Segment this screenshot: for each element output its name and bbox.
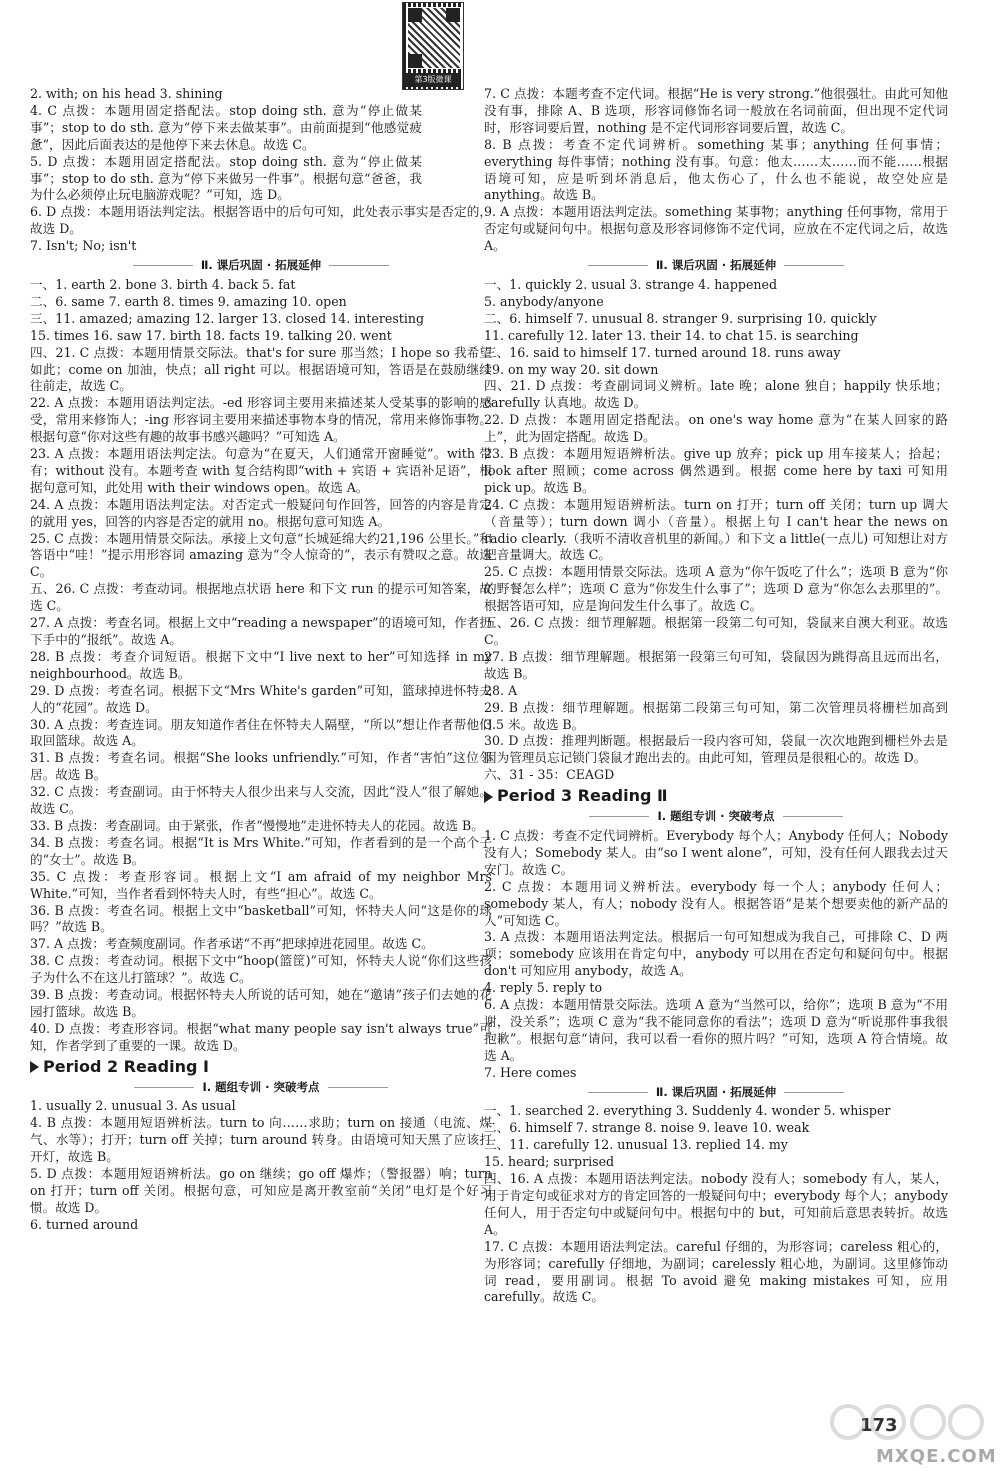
- answer-line: [30, 987, 492, 1021]
- answer-line: [30, 103, 492, 154]
- line-text: 三、11. amazed; amazing 12. larger 13. closed 14. interesting: [30, 310, 425, 326]
- answer-line: [30, 615, 492, 649]
- answer-line: [484, 564, 948, 615]
- line-text: 32. C 点拨：考查副词。由于怀特夫人很少出来与人交流，因此“没人”很了解她。故选 C。: [30, 784, 492, 817]
- answer-line: [484, 378, 948, 412]
- section-heading: [484, 808, 948, 825]
- answer-line: [30, 581, 492, 615]
- line-text: 29. D 点拨：考查名词。根据下文“Mrs White's garden”可知，篮球掉进怀特夫人的“花园”。故选 D。: [30, 682, 492, 715]
- answer-line: [30, 446, 492, 497]
- line-text: 二、6. himself 7. strange 8. noise 9. leave 10. weak: [484, 1120, 810, 1136]
- line-text: 五、26. C 点拨：细节理解题。根据第一段第二句可知，袋鼠来自澳大利亚。故选 C。: [484, 615, 948, 647]
- line-text: 五、26. C 点拨：考查动词。根据地点状语 here 和下文 run 的提示可知答案，故选 C。: [30, 581, 492, 614]
- answer-line: [484, 700, 948, 734]
- answer-line: [30, 784, 492, 818]
- answer-line: [30, 395, 492, 446]
- line-text: Ⅱ. 课后巩固 · 拓展延伸: [655, 1084, 777, 1099]
- line-text: Ⅱ. 课后巩固 · 拓展延伸: [200, 258, 322, 273]
- section-heading: [484, 257, 948, 274]
- qr-pattern: [407, 7, 461, 69]
- answer-line: [484, 1120, 948, 1137]
- line-text: 19. on my way 20. sit down: [484, 361, 659, 377]
- line-text: 22. D 点拨：本题用固定搭配法。on one's way home 意为“在某人回家的路上”，此为固定搭配。故选 D。: [484, 412, 948, 445]
- line-text: 六、31 - 35：CEAGD: [484, 767, 615, 783]
- answer-line: [484, 204, 948, 255]
- answer-line: [484, 446, 948, 497]
- line-text: 22. A 点拨：本题用语法判定法。-ed 形容词主要用来描述某人受某事的影响的感受，常用来修饰人；-ing 形容词主要用来描述事物本身的情况，常用来修饰事物。根据句意“你对这些有趣的故事书感兴趣吗？”可知选 A。: [30, 395, 492, 445]
- line-text: 7. Here comes: [484, 1064, 577, 1080]
- line-text: 37. A 点拨：考查频度副词。作者承诺“不再”把球掉进花园里。故选 C。: [30, 936, 434, 952]
- section-heading: [30, 257, 492, 274]
- line-text: 3. A 点拨：本题用语法判定法。根据后一句可知想成为我自己，可排除 C、D 两项；somebody 应该用在肯定句中，anybody 可以用在否定句和疑问句中。根据 don't 可知应用 anybody，故选 A。: [484, 929, 948, 979]
- line-text: 25. C 点拨：本题用情景交际法。承接上文句意“长城延绵大约21,196 公里长。”和答语中“哇！”提示用形容词 amazing 意为“令人惊奇的”，表示有赞叹之意。故选 C。: [30, 530, 492, 580]
- answer-line: [30, 953, 492, 987]
- line-text: 39. B 点拨：考查动词。根据怀特夫人所说的话可知，她在“邀请”孩子们去她的花园打篮球。故选 B。: [30, 987, 492, 1019]
- answer-line: [30, 818, 492, 835]
- answer-line: [484, 1137, 948, 1154]
- answer-line: [484, 733, 948, 767]
- line-text: 27. B 点拨：细节理解题。根据第一段第三句可知，袋鼠因为跳得高且远而出名，故选 B。: [484, 648, 948, 681]
- line-text: 一、1. quickly 2. usual 3. strange 4. happened: [484, 276, 778, 292]
- answer-line: [30, 903, 492, 937]
- answer-line: [484, 879, 948, 930]
- answer-line: [484, 277, 948, 294]
- answer-line: [30, 649, 492, 683]
- answer-line: [30, 1115, 492, 1166]
- section-heading: [484, 1084, 948, 1101]
- line-text: 5. D 点拨：本题用短语辨析法。go on 继续；go off 爆炸；（警报器）响；turn on 打开；turn off 关闭。根据句意，可知应是离开教室前“关闭”电灯是个好习惯。故选 D。: [30, 1166, 492, 1215]
- qr-code: [402, 2, 464, 90]
- line-text: 四、21. D 点拨：考查副词词义辨析。late 晚；alone 独自；happily 快乐地；carefully 认真地。故选 D。: [484, 378, 948, 411]
- period-heading: [484, 788, 948, 805]
- line-text: 4. reply 5. reply to: [484, 980, 603, 996]
- answer-line: [30, 869, 492, 903]
- answer-line: [30, 531, 492, 582]
- period-heading: [30, 1056, 492, 1076]
- line-text: 30. D 点拨：推理判断题。根据最后一段内容可知，袋鼠一次次地跑到栅栏外去是因为管理员忘记锁门袋鼠才跑出去的。由此可知，管理员是很粗心的。故选 D。: [484, 733, 948, 766]
- answer-line: [30, 750, 492, 784]
- answer-line: [484, 137, 948, 205]
- answer-line: [30, 936, 492, 953]
- answer-line: [30, 311, 492, 328]
- line-text: 二、6. himself 7. unusual 8. stranger 9. surprising 10. quickly: [484, 310, 877, 326]
- line-text: 17. C 点拨：本题用语法判定法。careful 仔细的，为形容词；careless 粗心的，为形容词；carefully 仔细地，为副词；carelessly 粗心地，为副词。这里修饰动词 read，要用副词。根据 To avoid 避免 making mistakes 可知，应用 carefully。故选 C。: [484, 1238, 948, 1305]
- answer-line: [484, 497, 948, 565]
- line-text: Ⅰ. 题组专训 · 突破考点: [657, 809, 775, 824]
- answer-line: [30, 1166, 492, 1217]
- line-text: 2. with; on his head 3. shining: [30, 86, 223, 101]
- answer-line: [484, 980, 948, 997]
- right-column: [484, 86, 948, 1306]
- line-text: 35. C 点拨：考查形容词。根据上文“I am afraid of my neighbor Mrs White.”可知，当作者看到怀特夫人时，有些“担心”。故选 C。: [30, 868, 492, 901]
- line-text: 三、16. said to himself 17. turned around 18. runs away: [484, 344, 841, 360]
- line-text: Period 2 Reading Ⅰ: [43, 1056, 209, 1076]
- answer-line: [30, 683, 492, 717]
- answer-line: [30, 294, 492, 311]
- line-text: 23. B 点拨：本题用短语辨析法。give up 放弃；pick up 用车接某人；拾起；look after 照顾；come across 偶然遇到。根据 come here by taxi 可知用 pick up。故选 B。: [484, 446, 948, 495]
- line-text: 36. B 点拨：考查名词。根据上文中“basketball”可知，怀特夫人问“这是你的球吗？”故选 B。: [30, 902, 492, 935]
- answer-line: [30, 1021, 492, 1055]
- answer-line: [30, 835, 492, 869]
- answer-line: [30, 345, 492, 396]
- line-text: 31. B 点拨：考查名词。根据“She looks unfriendly.”可知，作者“害怕”这位邻居。故选 B。: [30, 750, 492, 783]
- line-text: 24. C 点拨：本题用短语辨析法。turn on 打开；turn off 关闭；turn up 调大（音量等）；turn down 调小（音量）。根据上句 I can't hear the news on radio clearly.（我听不清收音机里的新闻。）和下文 a little(一点儿) 可知想让对方把音量调大。故选 C。: [484, 496, 948, 563]
- qr-caption: 第3版微课: [405, 73, 461, 87]
- line-text: 四、21. C 点拨：本题用情景交际法。that's for sure 那当然；I hope so 我希望如此；come on 加油，快点；all right 可以。根据语境可知，答语是在鼓励继续往前走，故选 C。: [30, 344, 492, 394]
- line-text: 4. C 点拨：本题用固定搭配法。stop doing sth. 意为“停止做某事”；stop to do sth. 意为“停下来去做某事”。由前面提到“他感觉疲惫”，因此后面表达的是他停下来去休息。故选 C。: [30, 102, 422, 152]
- line-text: 29. B 点拨：细节理解题。根据第二段第三句可知，第二次管理员将栅栏加高到 3.5 米。故选 B。: [484, 699, 948, 732]
- line-text: 5. anybody/anyone: [484, 293, 604, 309]
- answer-line: [30, 717, 492, 751]
- line-text: 40. D 点拨：考查形容词。根据“what many people say isn't always true”可知，作者学到了重要的一课。故选 D。: [30, 1020, 492, 1053]
- answer-line: [484, 412, 948, 446]
- line-text: 7. C 点拨：本题考查不定代词。根据“He is very strong.”他很强壮。由此可知他没有事，排除 A、B 选项，形容词修饰名词一般放在名词前面，但出现不定代词时，形容词要后置，nothing 是不定代词形容词要后置，故选 C。: [484, 86, 948, 135]
- answer-line: [484, 294, 948, 311]
- answer-line: [30, 497, 492, 531]
- line-text: 6. turned around: [30, 1216, 139, 1232]
- answer-line: [484, 1103, 948, 1120]
- answer-line: [30, 328, 492, 345]
- triangle-icon: [30, 1061, 39, 1073]
- line-text: 一、1. earth 2. bone 3. birth 4. back 5. fat: [30, 276, 296, 292]
- line-text: 33. B 点拨：考查副词。由于紧张，作者“慢慢地”走进怀特夫人的花园。故选 B。: [30, 817, 484, 833]
- left-column: [30, 86, 492, 1234]
- line-text: 三、11. carefully 12. unusual 13. replied 14. my: [484, 1137, 788, 1153]
- answer-line: [30, 238, 492, 255]
- answer-line: [30, 154, 492, 205]
- line-text: 28. A: [484, 682, 518, 698]
- line-text: 15. times 16. saw 17. birth 18. facts 19. talking 20. went: [30, 327, 392, 343]
- line-text: 一、1. searched 2. everything 3. Suddenly 4. wonder 5. whisper: [484, 1103, 891, 1119]
- answer-line: [484, 86, 948, 137]
- line-text: 27. A 点拨：考查名词。根据上文中“reading a newspaper”的语境可知，作者扔下手中的“报纸”。故选 A。: [30, 615, 492, 647]
- line-text: 9. A 点拨：本题用语法判定法。something 某事物；anything 任何事物，常用于否定句或疑问句中。根据句意及形容词修饰不定代词，应放在不定代词之后，故选 A。: [484, 204, 948, 254]
- answer-line: [484, 1065, 948, 1082]
- triangle-icon: [484, 791, 493, 803]
- line-text: 4. B 点拨：本题用短语辨析法。turn to 向……求助；turn on 接通（电流、煤气、水等）；打开；turn off 关掉；turn around 转身。由语境可知天黑了应该打开灯，故选 B。: [30, 1115, 492, 1165]
- watermark-text: MXQE.COM: [876, 1446, 997, 1467]
- line-text: Ⅱ. 课后巩固 · 拓展延伸: [655, 258, 777, 273]
- answer-line: [484, 767, 948, 784]
- answer-line: [30, 1217, 492, 1234]
- answer-line: [484, 1154, 948, 1171]
- line-text: Ⅰ. 题组专训 · 突破考点: [202, 1079, 320, 1094]
- answer-line: [484, 345, 948, 362]
- answer-line: [484, 1239, 948, 1307]
- line-text: 28. B 点拨：考查介词短语。根据下文中“I live next to her”可知选择 in my neighbourhood。故选 B。: [30, 648, 492, 681]
- answer-line: [484, 328, 948, 345]
- line-text: 7. Isn't; No; isn't: [30, 238, 137, 254]
- page-number: 173: [860, 1415, 898, 1436]
- line-text: 6. D 点拨：本题用语法判定法。根据答语中的后句可知，此处表示事实是否定的，故选 D。: [30, 204, 492, 237]
- line-text: 15. heard; surprised: [484, 1154, 615, 1170]
- line-text: 8. B 点拨：考查不定代词辨析。something 某事；anything 任何事情；everything 每件事情；nothing 没有事。句意：他太……太……而不能……根据语境可知，应是听到坏消息后，他太伤心了，什么也不能说，故空处应是 anything。故选 B。: [484, 136, 948, 203]
- line-text: 6. A 点拨：本题用情景交际法。选项 A 意为“当然可以，给你”；选项 B 意为“不用谢，没关系”；选项 C 意为“我不能同意你的看法”；选项 D 意为“听说那件事我很抱歉”。根据句意“请问，我可以看一看你的照片吗？”可知，选项 A 符合情境。故选 A。: [484, 997, 948, 1063]
- line-text: 1. C 点拨：考查不定代词辨析。Everybody 每个人；Anybody 任何人；Nobody 没有人；Somebody 某人。由“so I went alone”，可知，没有任何人跟我去过天安门。故选 C。: [484, 827, 948, 877]
- answer-line: [484, 683, 948, 700]
- answer-line: [484, 649, 948, 683]
- line-text: 11. carefully 12. later 13. their 14. to chat 15. is searching: [484, 327, 859, 343]
- line-text: 5. D 点拨：本题用固定搭配法。stop doing sth. 意为“停止做某事”；stop to do sth. 意为“停下来做另一件事”。根据句意“爸爸，我为什么必须停止玩电脑游戏呢？”可知，选 D。: [30, 153, 422, 203]
- answer-line: [484, 311, 948, 328]
- answer-line: [30, 1098, 492, 1115]
- answer-line: [484, 362, 948, 379]
- line-text: 34. B 点拨：考查名词。根据“It is Mrs White.”可知，作者看到的是一个高个子的“女士”。故选 B。: [30, 834, 492, 867]
- answer-line: [484, 1171, 948, 1239]
- answer-line: [484, 997, 948, 1065]
- answer-line: [484, 615, 948, 649]
- line-text: 25. C 点拨：本题用情景交际法。选项 A 意为“你午饭吃了什么”；选项 B 意为“你的野餐怎么样”；选项 C 意为“你发生什么事了”；选项 D 意为“你怎么去那里的”。根据答语可知，应是询问发生什么事了。故选 C。: [484, 564, 948, 614]
- section-heading: [30, 1079, 492, 1096]
- line-text: 38. C 点拨：考查动词。根据下文中“hoop(篮筐)”可知，怀特夫人说“你们这些孩子为什么不在这儿打篮球？”。故选 C。: [30, 953, 492, 986]
- line-text: 1. usually 2. unusual 3. As usual: [30, 1098, 236, 1114]
- line-text: 四、16. A 点拨：本题用语法判定法。nobody 没有人；somebody 有人，某人，用于肯定句或征求对方的肯定回答的一般疑问句中；everybody 每个人；anybody 任何人，用于否定句中或疑问句中。根据句中的 but，可知前后意思表转折。故选 A。: [484, 1171, 948, 1237]
- answer-line: [484, 828, 948, 879]
- line-text: 23. A 点拨：本题用语法判定法。句意为“在夏天，人们通常开窗睡觉”。with 带有；without 没有。本题考查 with 复合结构即“with + 宾语 + 宾语补足语”，根据句意可知，此处用 with their windows open。故选 A。: [30, 446, 492, 495]
- line-text: Period 3 Reading Ⅱ: [497, 786, 668, 806]
- line-text: 二、6. same 7. earth 8. times 9. amazing 10. open: [30, 293, 347, 309]
- line-text: 2. C 点拨：本题用词义辨析法。everybody 每一个人；anybody 任何人；somebody 某人，有人；nobody 没有人。根据答语“是某个想要卖他的新产品的人”可知选 C。: [484, 878, 948, 928]
- answer-line: [484, 929, 948, 980]
- line-text: 24. A 点拨：本题用语法判定法。对否定式一般疑问句作回答，回答的内容是肯定的就用 yes，回答的内容是否定的就用 no。根据句意可知选 A。: [30, 496, 492, 529]
- answer-line: [30, 277, 492, 294]
- answer-line: [30, 204, 492, 238]
- line-text: 30. A 点拨：考查连词。朋友知道作者住在怀特夫人隔壁，“所以”想让作者帮他们取回篮球。故选 A。: [30, 716, 492, 749]
